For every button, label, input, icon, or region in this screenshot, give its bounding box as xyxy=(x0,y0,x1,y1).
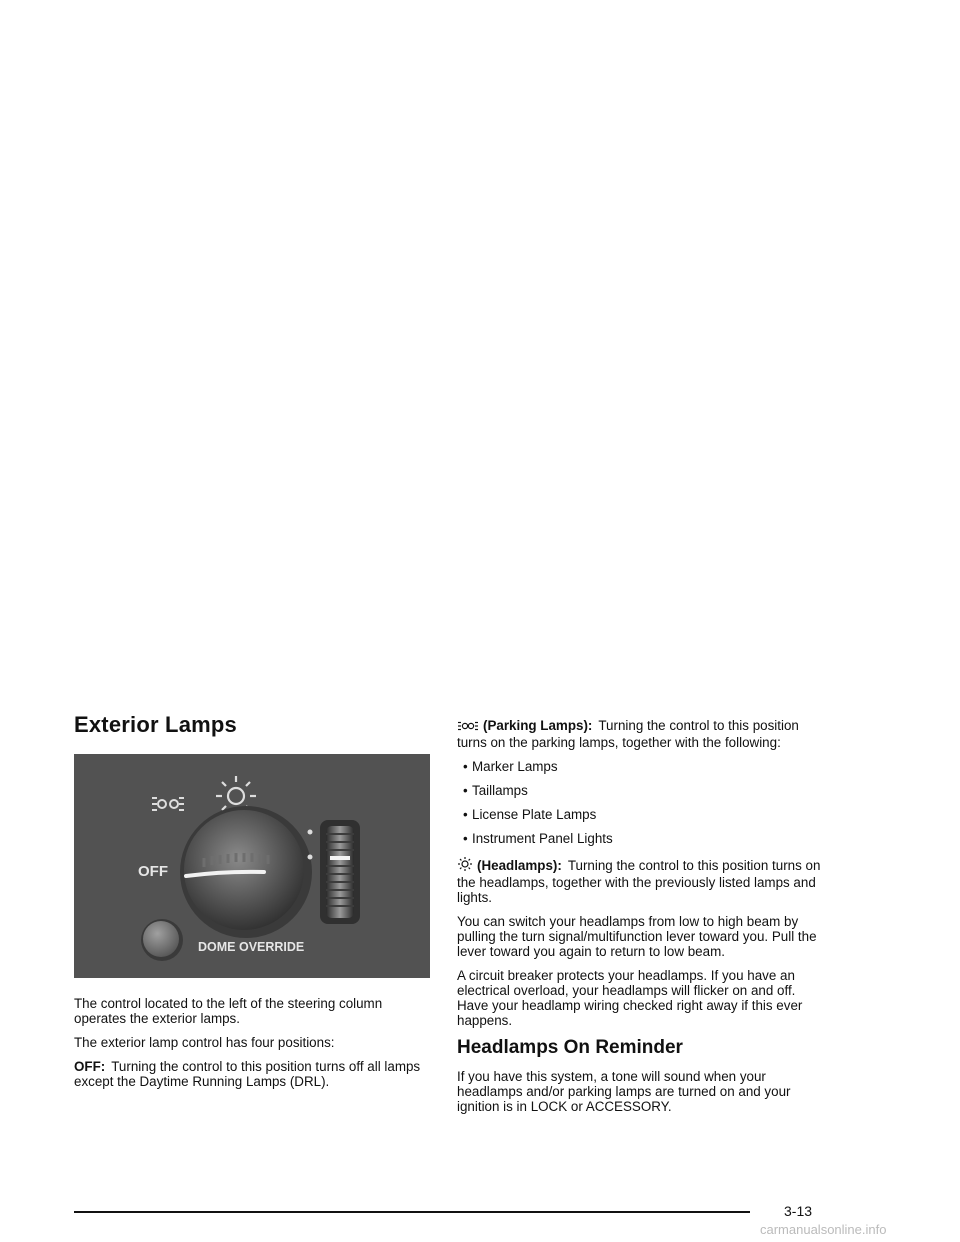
watermark: carmanualsonline.info xyxy=(760,1222,887,1237)
parking-list xyxy=(457,759,822,846)
headlamps-paragraph xyxy=(457,856,822,905)
photo-dome-label: DOME OVERRIDE xyxy=(198,940,305,954)
footer-rule xyxy=(74,1211,750,1213)
page-number: 3-13 xyxy=(784,1203,813,1219)
parking-paragraph xyxy=(457,718,822,750)
lamp-control-photo xyxy=(74,754,430,978)
parking-text: Turning the control to this position turns on the parking lamps, together with the following: xyxy=(457,718,799,750)
subheading: Headlamps On Reminder xyxy=(457,1037,683,1058)
parking-lamp-icon xyxy=(457,720,479,735)
switch-paragraph: You can switch your headlamps from low to high beam by pulling the turn signal/multifunction lever toward you. Pull the lever toward you again to return to low beam. xyxy=(457,914,817,959)
reminder-paragraph: If you have this system, a tone will sound when your headlamps and/or parking lamps are turned on and your ignition is in LOCK or ACCESSORY. xyxy=(457,1069,791,1114)
breaker-paragraph: A circuit breaker protects your headlamps. If you have an electrical overload, your headlamps will flicker on and off. Have your headlamp wiring checked right away if this ever happens. xyxy=(457,968,803,1028)
headlamp-icon xyxy=(457,856,473,875)
list-item: • License Plate Lamps xyxy=(463,807,597,822)
positions-paragraph: The exterior lamp control has four positions: xyxy=(74,1035,335,1050)
right-column xyxy=(457,718,822,1123)
intro-paragraph: The control located to the left of the steering column operates the exterior lamps. xyxy=(74,996,383,1026)
photo-off-label: OFF xyxy=(138,863,168,880)
list-item: • Marker Lamps xyxy=(463,759,558,774)
parking-lead: (Parking Lamps): xyxy=(483,718,593,733)
off-lead: OFF: xyxy=(74,1059,106,1074)
left-column xyxy=(74,712,434,1098)
headlamps-text: Turning the control to this position turns on the headlamps, together with the previously listed lamps and lights. xyxy=(457,858,821,905)
list-item: • Instrument Panel Lights xyxy=(463,831,613,846)
section-heading: Exterior Lamps xyxy=(74,712,237,737)
headlamps-lead: (Headlamps): xyxy=(477,858,562,873)
list-item: • Taillamps xyxy=(463,783,528,798)
off-paragraph xyxy=(74,1059,434,1089)
off-text: Turning the control to this position turns off all lamps except the Daytime Running Lamps (DRL). xyxy=(74,1059,421,1089)
